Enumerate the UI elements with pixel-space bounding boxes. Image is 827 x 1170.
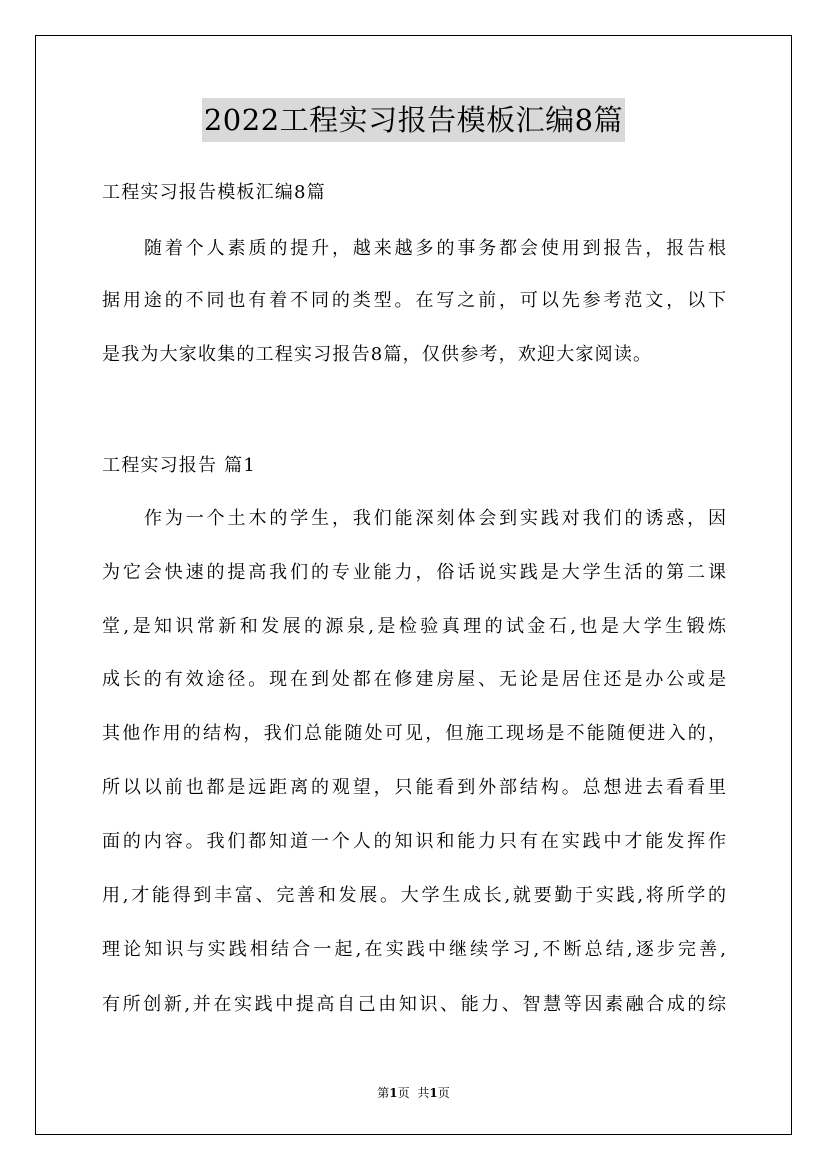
document-title: 2022工程实习报告模板汇编8篇 — [202, 98, 625, 142]
section-line-6: 所以以前也都是远距离的观望，只能看到外部结构。总想进去看看里 — [102, 777, 726, 798]
section-line-2: 为它会快速的提高我们的专业能力，俗话说实践是大学生活的第二课 — [102, 562, 726, 583]
section-line-10: 有所创新,并在实践中提高自己由知识、能力、智慧等因素融合成的综 — [102, 994, 726, 1015]
section-heading: 工程实习报告 篇1 — [102, 455, 256, 476]
footer-page-label: 第 — [377, 1086, 390, 1100]
section-line-3: 堂,是知识常新和发展的源泉,是检验真理的试金石,也是大学生锻炼 — [102, 616, 726, 637]
footer-total-label: 共 — [417, 1086, 430, 1100]
footer-page-total: 1 — [429, 1086, 438, 1100]
footer-total-unit: 页 — [437, 1086, 450, 1100]
title-container — [0, 98, 827, 142]
section-line-8: 用,才能得到丰富、完善和发展。大学生成长,就要勤于实践,将所学的 — [102, 885, 726, 906]
section-line-1: 作为一个土木的学生，我们能深刻体会到实践对我们的诱惑，因 — [144, 508, 726, 529]
section-line-4: 成长的有效途径。现在到处都在修建房屋、无论是居住还是办公或是 — [102, 669, 726, 690]
section-line-7: 面的内容。我们都知道一个人的知识和能力只有在实践中才能发挥作 — [102, 831, 726, 852]
intro-line-3: 是我为大家收集的工程实习报告8篇，仅供参考，欢迎大家阅读。 — [102, 344, 653, 365]
intro-line-1: 随着个人素质的提升，越来越多的事务都会使用到报告，报告根 — [144, 238, 726, 259]
intro-line-2: 据用途的不同也有着不同的类型。在写之前，可以先参考范文，以下 — [102, 290, 726, 311]
section-line-9: 理论知识与实践相结合一起,在实践中继续学习,不断总结,逐步完善, — [102, 939, 726, 960]
footer-page-unit: 页 — [397, 1086, 410, 1100]
section-line-5: 其他作用的结构，我们总能随处可见，但施工现场是不能随便进入的， — [102, 723, 726, 744]
page-footer — [0, 1085, 827, 1101]
document-subtitle: 工程实习报告模板汇编8篇 — [102, 182, 326, 203]
footer-page-current: 1 — [389, 1086, 398, 1100]
